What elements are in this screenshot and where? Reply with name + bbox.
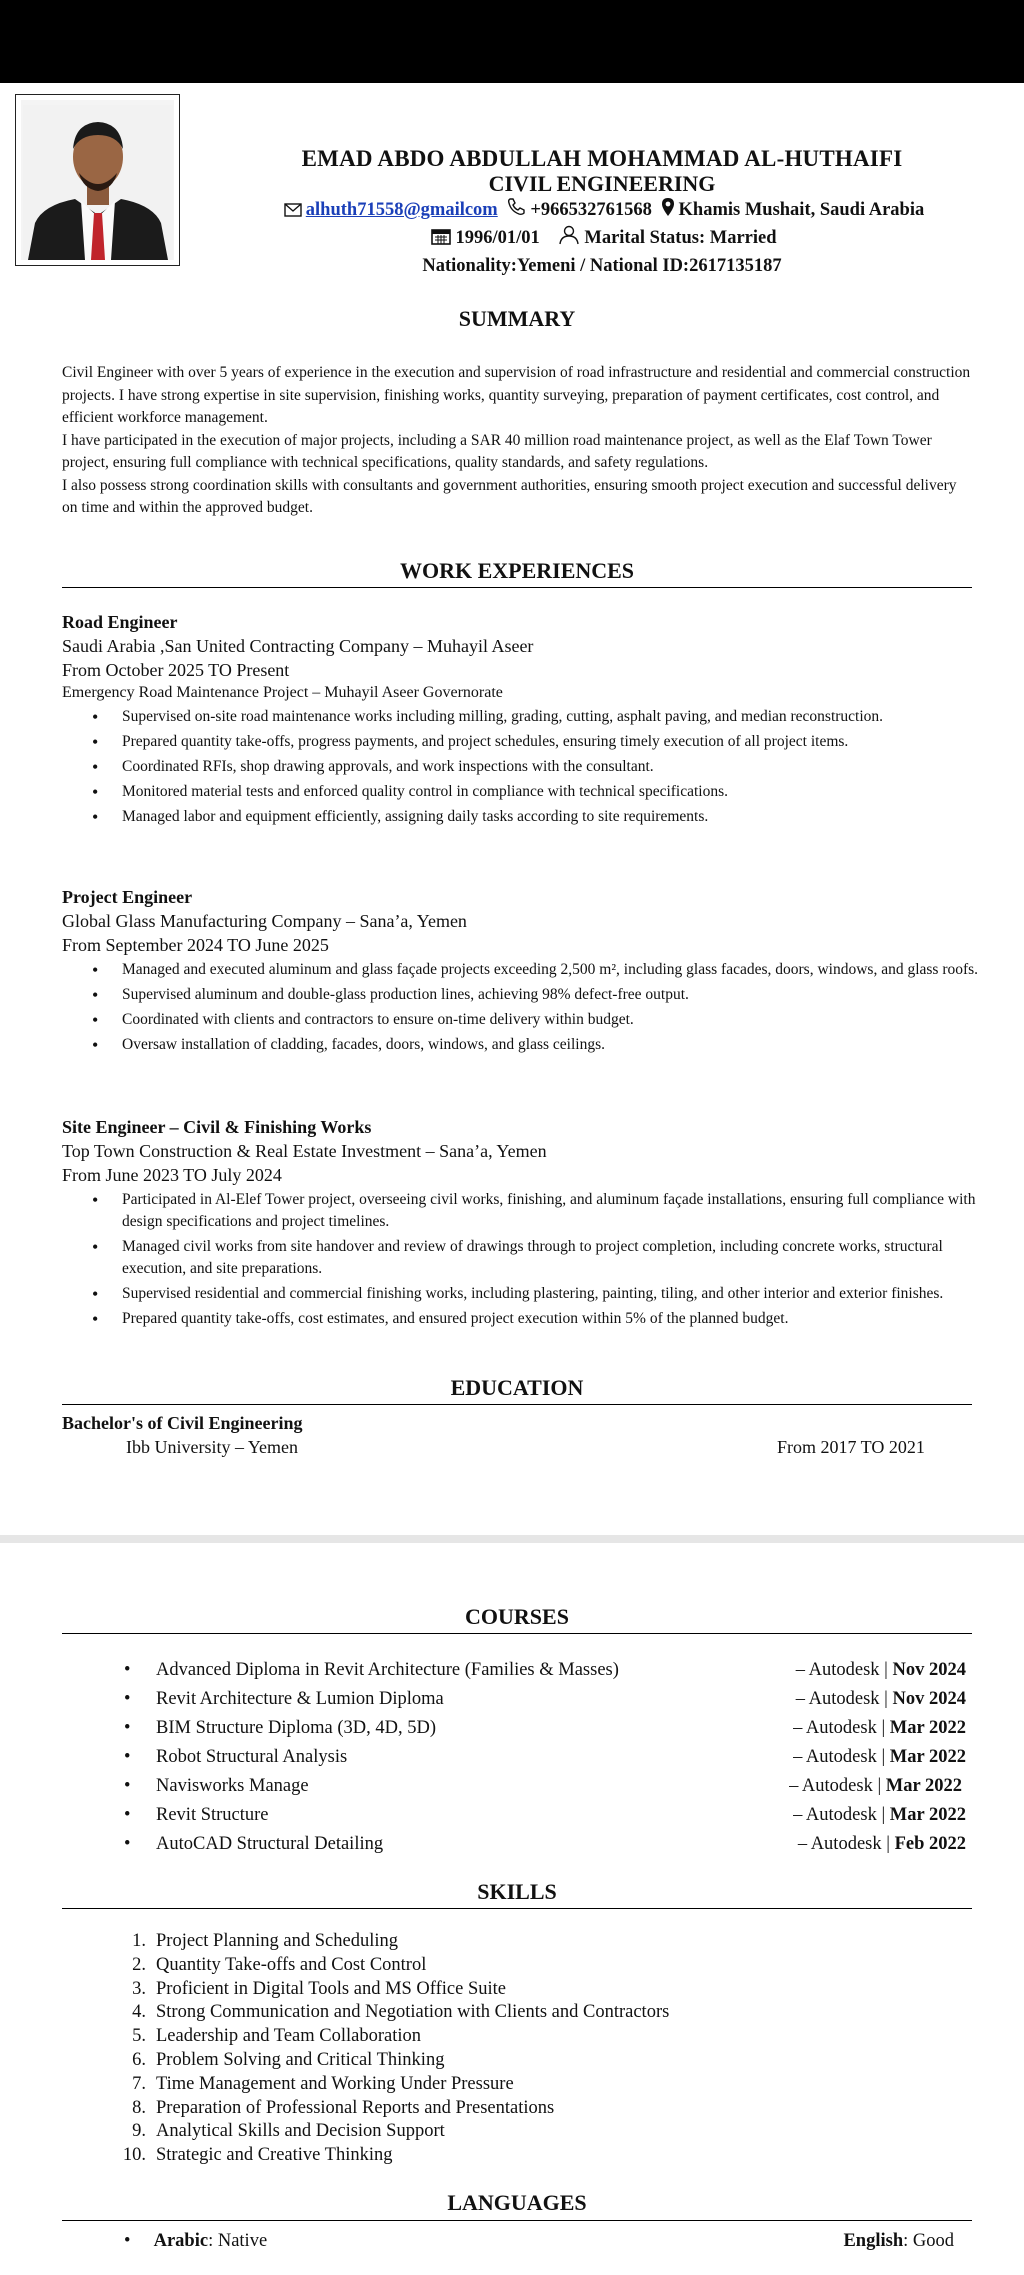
job-role: Project Engineer — [62, 887, 193, 907]
courses-heading: COURSES — [465, 1604, 569, 1629]
course-item — [62, 1772, 972, 1801]
bullet-icon: • — [124, 1834, 131, 1854]
skill-item: 8. Preparation of Professional Reports and Presentations — [62, 2097, 972, 2121]
email-link[interactable]: alhuth71558@gmailcom — [305, 200, 498, 220]
skill-item: 7. Time Management and Working Under Pressure — [62, 2073, 972, 2097]
job-company: Top Town Construction & Real Estate Investment – Sana’a, Yemen — [62, 1141, 547, 1161]
job-company: Saudi Arabia ,San United Contracting Company – Muhayil Aseer — [62, 636, 534, 656]
course-name: AutoCAD Structural Detailing — [156, 1834, 384, 1854]
job-bullet: • Managed civil works from site handover and review of drawings through to project completion, including concrete works, structural execution, and site preparations. — [92, 1236, 992, 1280]
course-provider: – Autodesk | Mar 2022 — [793, 1805, 966, 1825]
section-divider — [62, 2220, 972, 2221]
job-bullet: • Managed labor and equipment efficiently, assigning daily tasks according to site requirements. — [92, 806, 992, 828]
section-divider — [62, 587, 972, 588]
job-role: Site Engineer – Civil & Finishing Works — [62, 1117, 372, 1137]
languages-row — [62, 2227, 972, 2255]
bullet-icon: • — [124, 1689, 131, 1709]
skills-list — [62, 1930, 972, 2168]
job-bullet: • Supervised on-site road maintenance works including milling, grading, cutting, asphalt paving, and median reconstruction. — [92, 706, 992, 728]
job-bullet: • Prepared quantity take-offs, progress payments, and project schedules, ensuring timely execution of all project items. — [92, 731, 992, 753]
course-name: BIM Structure Diploma (3D, 4D, 5D) — [156, 1718, 437, 1738]
course-item — [62, 1743, 972, 1772]
skill-text: Proficient in Digital Tools and MS Office Suite — [156, 1978, 507, 1999]
course-date: Feb 2022 — [894, 1834, 966, 1854]
course-provider: – Autodesk | Nov 2024 — [795, 1660, 966, 1680]
nationality-line: Nationality:Yemeni / National ID:2617135187 — [422, 256, 782, 276]
phone-icon — [506, 197, 526, 217]
bullet-icon: • — [124, 1747, 131, 1767]
marital-status: Marital Status: Married — [584, 228, 777, 248]
skill-text: Preparation of Professional Reports and Presentations — [156, 2097, 555, 2118]
job-bullet: • Monitored material tests and enforced quality control in compliance with technical specifications. — [92, 781, 992, 803]
envelope-icon — [284, 203, 302, 217]
section-divider — [62, 1633, 972, 1634]
candidate-title: CIVIL ENGINEERING — [488, 171, 716, 196]
course-name: Navisworks Manage — [156, 1776, 309, 1796]
course-date: Mar 2022 — [885, 1776, 962, 1796]
contact-line — [180, 196, 1024, 224]
course-item — [62, 1801, 972, 1830]
profile-photo-frame — [15, 94, 180, 266]
languages-heading: LANGUAGES — [447, 2190, 587, 2215]
skill-text: Quantity Take-offs and Cost Control — [156, 1954, 427, 1975]
job-bullet: • Participated in Al-Elef Tower project, overseeing civil works, finishing, and aluminum façade installations, ensuring full compliance with design specifications and project timelines. — [92, 1189, 992, 1233]
course-provider: – Autodesk | Mar 2022 — [793, 1718, 966, 1738]
section-divider — [62, 1404, 972, 1405]
job-bullet: • Oversaw installation of cladding, facades, doors, windows, and glass ceilings. — [92, 1034, 992, 1056]
job-bullets — [92, 706, 972, 828]
course-provider: – Autodesk | Mar 2022 — [793, 1747, 966, 1767]
phone-number: +966532761568 — [530, 200, 652, 220]
skill-item: 1. Project Planning and Scheduling — [62, 1930, 972, 1954]
bullet-icon: • — [124, 1805, 131, 1825]
course-item — [62, 1685, 972, 1714]
job-entry — [62, 1115, 976, 1333]
degree-name: Bachelor's of Civil Engineering — [62, 1413, 303, 1433]
page-separator — [0, 1535, 1024, 1543]
skill-text: Analytical Skills and Decision Support — [156, 2121, 445, 2142]
skill-item: 5. Leadership and Team Collaboration — [62, 2025, 972, 2049]
location-pin-icon — [661, 197, 675, 217]
work-experience-heading: WORK EXPERIENCES — [399, 558, 635, 583]
course-date: Mar 2022 — [889, 1718, 966, 1738]
skill-text: Problem Solving and Critical Thinking — [156, 2049, 445, 2070]
course-name: Revit Architecture & Lumion Diploma — [156, 1689, 444, 1709]
skill-item: 10. Strategic and Creative Thinking — [62, 2144, 972, 2168]
person-icon — [558, 225, 580, 245]
university-name: Ibb University – Yemen — [126, 1437, 298, 1457]
job-bullet: • Supervised aluminum and double-glass production lines, achieving 98% defect-free output. — [92, 984, 992, 1006]
skill-text: Strategic and Creative Thinking — [156, 2145, 393, 2166]
course-name: Revit Structure — [156, 1805, 269, 1825]
skills-heading: SKILLS — [477, 1879, 557, 1904]
skill-item: 4. Strong Communication and Negotiation with Clients and Contractors — [62, 2001, 972, 2025]
top-black-bar — [0, 0, 1024, 83]
course-item — [62, 1830, 972, 1859]
course-name: Advanced Diploma in Revit Architecture (Families & Masses) — [156, 1660, 619, 1680]
bullet-icon: • — [124, 1718, 131, 1738]
job-dates: From June 2023 TO July 2024 — [62, 1165, 282, 1185]
candidate-name: EMAD ABDO ABDULLAH MOHAMMAD AL-HUTHAIFI — [301, 146, 903, 171]
skill-text: Strong Communication and Negotiation with Clients and Contractors — [156, 2002, 670, 2023]
summary-paragraph: I have participated in the execution of major projects, including a SAR 40 million road maintenance project, as well as the Elaf Town Tower project, ensuring full compliance with technical specifications, quality standards, and safety regulations. — [62, 431, 932, 471]
date-of-birth: 1996/01/01 — [455, 228, 540, 248]
job-bullet: • Coordinated with clients and contractors to ensure on-time delivery within budget. — [92, 1009, 992, 1031]
education-details — [62, 1435, 972, 1459]
education-entry — [62, 1411, 972, 1459]
skill-item: 3. Proficient in Digital Tools and MS Office Suite — [62, 1978, 972, 2002]
job-dates: From October 2025 TO Present — [62, 660, 290, 680]
skill-item: 9. Analytical Skills and Decision Support — [62, 2120, 972, 2144]
course-date: Mar 2022 — [889, 1805, 966, 1825]
summary-heading: SUMMARY — [458, 306, 576, 331]
course-date: Mar 2022 — [889, 1747, 966, 1767]
education-dates: From 2017 TO 2021 — [777, 1437, 925, 1457]
location-text: Khamis Mushait, Saudi Arabia — [678, 200, 925, 220]
skill-text: Project Planning and Scheduling — [156, 1931, 399, 1951]
course-provider: – Autodesk | Feb 2022 — [797, 1834, 966, 1854]
course-date: Nov 2024 — [892, 1660, 966, 1680]
course-name: Robot Structural Analysis — [156, 1747, 348, 1767]
course-provider: – Autodesk | Mar 2022 — [789, 1776, 962, 1796]
resume-header — [180, 146, 1024, 280]
summary-paragraph: Civil Engineer with over 5 years of experience in the execution and supervision of road infrastructure and residential and commercial construction projects. I have strong expertise in site supervision, finishing works, quantity surveying, preparation of payment certificates, cost control, and efficient workforce management. — [62, 364, 971, 426]
job-bullet: • Prepared quantity take-offs, cost estimates, and ensured project execution within 5% of the planned budget. — [92, 1308, 992, 1330]
job-entry — [62, 610, 972, 831]
courses-list — [62, 1656, 972, 1859]
job-bullet: • Coordinated RFIs, shop drawing approvals, and work inspections with the consultant. — [92, 756, 992, 778]
course-date: Nov 2024 — [892, 1689, 966, 1709]
job-bullet: • Managed and executed aluminum and glass façade projects exceeding 2,500 m², including glass facades, doors, windows, and glass roofs. — [92, 959, 992, 981]
personal-info-line — [180, 224, 1024, 252]
section-divider — [62, 1908, 972, 1909]
education-heading: EDUCATION — [450, 1375, 584, 1400]
course-item — [62, 1656, 972, 1685]
job-bullets — [92, 1189, 976, 1330]
job-company: Global Glass Manufacturing Company – Sana’a, Yemen — [62, 911, 467, 931]
skill-text: Time Management and Working Under Pressure — [156, 2073, 514, 2094]
job-dates: From September 2024 TO June 2025 — [62, 935, 329, 955]
bullet-icon: • — [124, 1660, 131, 1680]
course-provider: – Autodesk | Nov 2024 — [795, 1689, 966, 1709]
course-item — [62, 1714, 972, 1743]
job-project: Emergency Road Maintenance Project – Muhayil Aseer Governorate — [62, 684, 503, 701]
job-entry — [62, 885, 979, 1059]
summary-paragraph: I also possess strong coordination skills with consultants and government authorities, ensuring smooth project execution and successful delivery on time and within the approved budget. — [62, 476, 957, 516]
skill-item: 6. Problem Solving and Critical Thinking — [62, 2049, 972, 2073]
skill-item: 2. Quantity Take-offs and Cost Control — [62, 1954, 972, 1978]
job-bullet: • Supervised residential and commercial finishing works, including plastering, painting, tiling, and other interior and exterior finishes. — [92, 1283, 992, 1305]
job-role: Road Engineer — [62, 612, 178, 632]
job-bullets — [92, 959, 979, 1056]
person-portrait-icon — [23, 105, 173, 260]
profile-photo — [21, 100, 174, 260]
language-english: English: Good — [843, 2231, 954, 2251]
summary-text — [62, 362, 972, 520]
bullet-icon: • — [124, 1776, 131, 1796]
calendar-icon — [431, 227, 451, 245]
skill-text: Leadership and Team Collaboration — [156, 2026, 421, 2047]
language-arabic: • Arabic: Native — [124, 2231, 268, 2251]
